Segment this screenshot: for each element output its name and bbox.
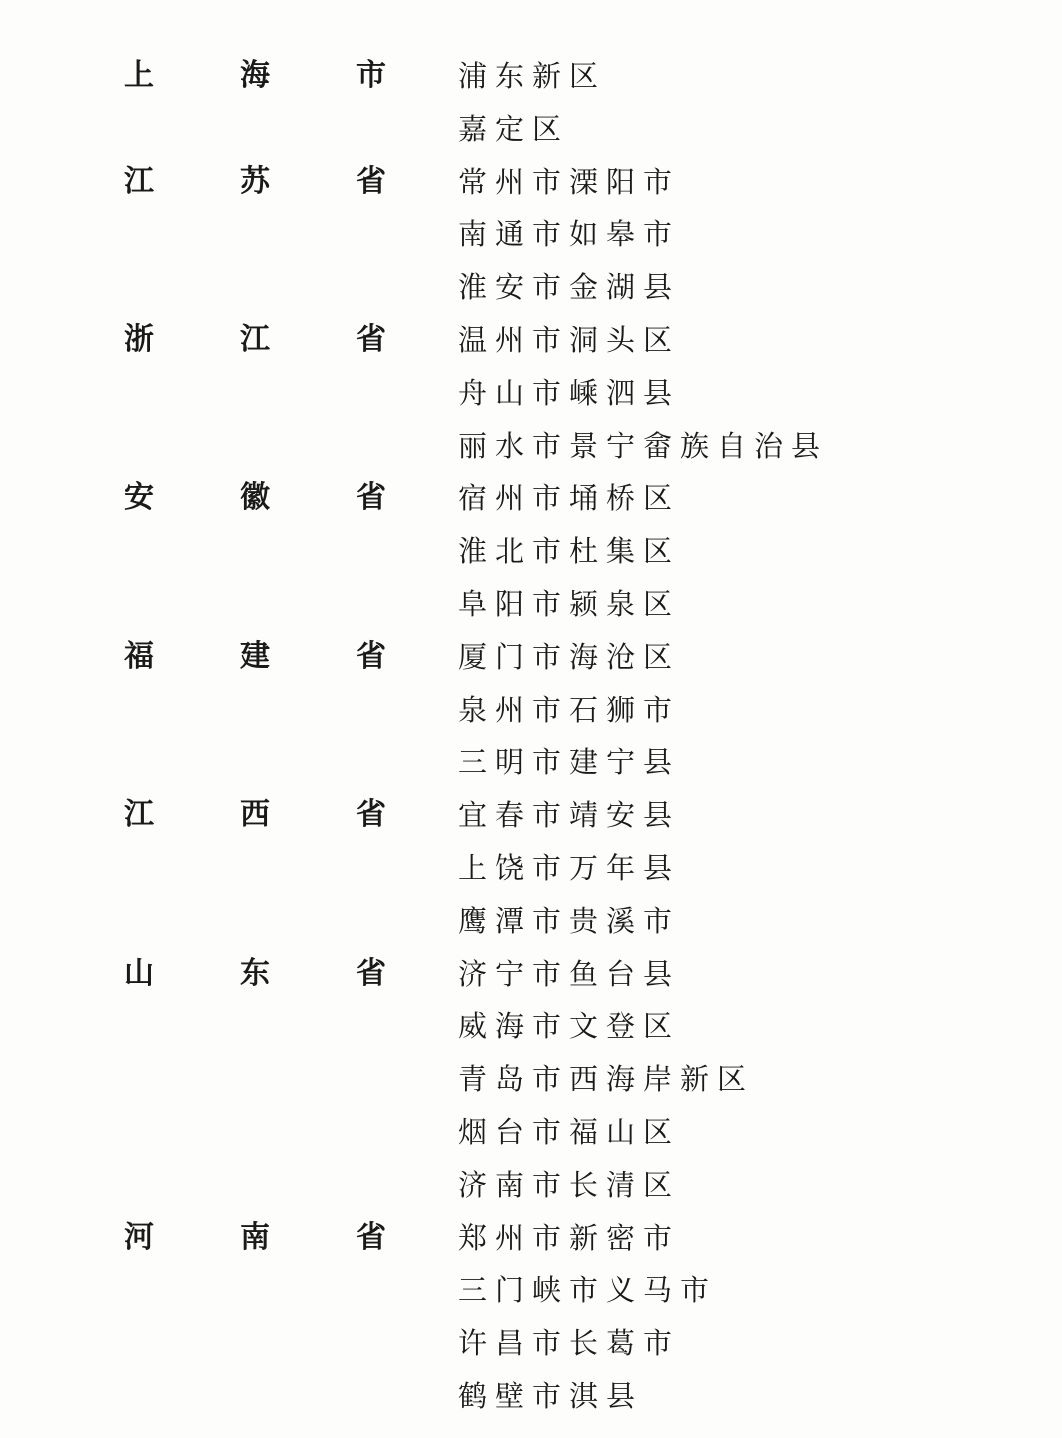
list-item (0, 1317, 1062, 1370)
county-name: 宜春市靖安县 (458, 798, 681, 833)
list-item (0, 736, 1062, 789)
county-name: 南通市如皋市 (458, 217, 681, 252)
county-name: 烟台市福山区 (458, 1115, 681, 1149)
county-name: 郑州市新密市 (458, 1220, 681, 1255)
province-name (124, 954, 386, 994)
county-name: 浦东新区 (458, 59, 607, 93)
province-char: 市 (356, 58, 386, 93)
list-item (0, 1264, 1062, 1317)
county-name: 泉州市石狮市 (458, 692, 681, 727)
county-name: 阜阳市颍泉区 (458, 587, 681, 621)
province-char: 福 (124, 638, 154, 674)
province-char: 省 (356, 322, 386, 357)
province-name (124, 162, 386, 202)
list-item (0, 684, 1062, 737)
province-char: 江 (124, 797, 154, 833)
county-name: 三门峡市义马市 (458, 1273, 718, 1308)
province-name (124, 320, 386, 360)
county-name: 鹤壁市淇县 (458, 1379, 644, 1413)
county-name: 济南市长清区 (458, 1167, 681, 1202)
list-item (0, 50, 1062, 103)
list-item (0, 1106, 1062, 1159)
province-char: 浙 (124, 322, 154, 357)
province-name (124, 637, 386, 677)
province-char: 徽 (240, 480, 270, 516)
province-char: 安 (124, 480, 154, 516)
list-item (0, 948, 1062, 1001)
county-name: 上饶市万年县 (458, 851, 681, 885)
province-char: 省 (356, 638, 386, 674)
province-char: 海 (240, 58, 270, 93)
county-name: 淮安市金湖县 (458, 270, 681, 305)
county-name: 丽水市景宁畲族自治县 (458, 428, 829, 463)
province-char: 省 (356, 1219, 386, 1255)
list-item (0, 208, 1062, 261)
province-char: 苏 (240, 163, 270, 199)
province-char: 江 (124, 163, 154, 199)
list-item (0, 789, 1062, 842)
province-name (124, 56, 386, 96)
county-name: 温州市洞头区 (458, 323, 681, 357)
province-char: 省 (356, 480, 386, 516)
province-char: 江 (240, 322, 270, 357)
province-char: 建 (240, 638, 270, 674)
province-name (124, 795, 386, 835)
county-name: 淮北市杜集区 (458, 534, 681, 569)
province-char: 山 (124, 955, 154, 991)
county-name: 常州市溧阳市 (458, 164, 681, 199)
county-name: 许昌市长葛市 (458, 1326, 681, 1361)
province-char: 省 (356, 797, 386, 833)
list-item (0, 420, 1062, 473)
list-item (0, 1000, 1062, 1053)
province-name (124, 1218, 386, 1258)
county-name: 鹰潭市贵溪市 (458, 903, 681, 938)
province-name (124, 478, 386, 518)
county-name: 济宁市鱼台县 (458, 956, 681, 991)
list-item (0, 631, 1062, 684)
county-name: 厦门市海沧区 (458, 639, 681, 674)
list-item (0, 1370, 1062, 1423)
list-item (0, 156, 1062, 209)
province-char: 省 (356, 163, 386, 199)
province-char: 南 (240, 1219, 270, 1255)
list-item (0, 103, 1062, 156)
province-char: 东 (240, 955, 270, 991)
list-item (0, 472, 1062, 525)
county-name: 舟山市嵊泗县 (458, 375, 681, 410)
list-item (0, 895, 1062, 948)
county-name: 青岛市西海岸新区 (458, 1062, 755, 1097)
province-char: 西 (240, 797, 270, 833)
list-item (0, 578, 1062, 631)
county-name: 嘉定区 (458, 111, 570, 146)
province-char: 上 (124, 58, 154, 93)
province-char: 河 (124, 1219, 154, 1255)
list-item (0, 1159, 1062, 1212)
county-name: 威海市文登区 (458, 1009, 681, 1044)
province-char: 省 (356, 955, 386, 991)
county-name: 三明市建宁县 (458, 745, 681, 780)
list-item (0, 1053, 1062, 1106)
list-item (0, 367, 1062, 420)
list-item (0, 525, 1062, 578)
list-item (0, 842, 1062, 895)
list-item (0, 261, 1062, 314)
list-item (0, 1212, 1062, 1265)
county-name: 宿州市埇桥区 (458, 481, 681, 516)
list-item (0, 314, 1062, 367)
